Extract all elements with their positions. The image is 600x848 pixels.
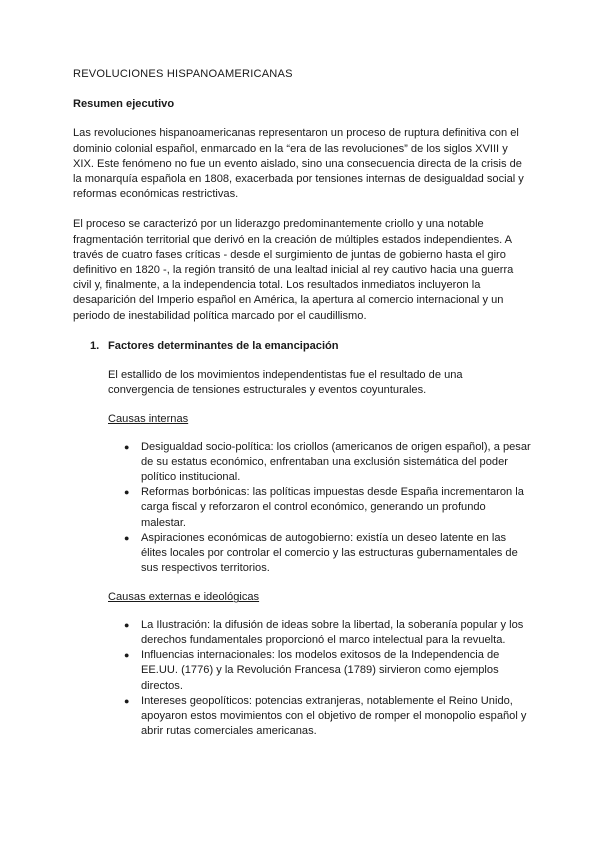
document-title: REVOLUCIONES HISPANOAMERICANAS [73,68,293,80]
list-item-text: Desigualdad socio-política: los criollos (americanos de origen español), a pesar de su estatus económico, enfrentaban una exclusión sistemática del poder político institucional. [141,440,531,484]
summary-paragraph-2: El proceso se caracterizó por un liderazgo predominantemente criollo y una notable fragmentación territorial que derivó en la creación de múltiples estados independientes. A través de cuatro fases críticas - desde el surgimiento de juntas de gobierno hasta el giro definitivo en 1820 -, la región transitó de una lealtad inicial al rey cautivo hacia una guerra civil y, finalmente, a la independencia total. Los resultados inmediatos incluyeron la desaparición del Imperio español en América, la apertura al comercio internacional y un periodo de inestabilidad política marcado por el caudillismo. [73,218,514,322]
summary-paragraph-1: Las revoluciones hispanoamericanas representaron un proceso de ruptura definitiva con el dominio colonial español, enmarcado en la “era de las revoluciones” de los siglos XVIII y XIX. Este fenómeno no fue un evento aislado, sino una consecuencia directa de la crisis de la monarquía española en 1808, exacerbada por tensiones internas de desigualdad social y reformas económicas restrictivas. [73,127,524,201]
list-item-text: Aspiraciones económicas de autogobierno: existía un deseo latente en las élites locales por controlar el comercio y las estructuras gubernamentales de sus respectivos territorios. [141,531,518,575]
list-item-text: Reformas borbónicas: las políticas impuestas desde España incrementaron la carga fiscal y reforzaron el control económico, generando un profundo malestar. [141,486,524,529]
list-item [108,440,531,486]
list-item [108,485,531,531]
section-heading [90,339,531,354]
external-causes-list [108,618,531,740]
internal-causes-list [108,440,531,577]
section-body [108,368,531,739]
list-item [108,694,531,740]
document-content [73,67,531,739]
list-item-text: Influencias internacionales: los modelos exitosos de la Independencia de EE.UU. (1776) y la Revolución Francesa (1789) sirvieron como ejemplos directos. [141,649,500,692]
section-factores [73,339,531,739]
summary-heading: Resumen ejecutivo [73,98,175,111]
bullet-icon: ● [124,650,130,661]
list-item [108,618,531,648]
bullet-icon: ● [124,532,130,543]
section-intro: El estallido de los movimientos independentistas fue el resultado de una convergencia de tensiones estructurales y eventos coyunturales. [108,369,463,397]
bullet-icon: ● [124,695,130,706]
list-item [108,648,531,694]
list-item [108,531,531,577]
bullet-icon: ● [124,487,130,498]
internal-causes-heading: Causas internas [108,413,189,426]
list-item-text: Intereses geopolíticos: potencias extranjeras, notablemente el Reino Unido, apoyaron estos movimientos con el objetivo de romper el monopolio español y abrir rutas comerciales americanas. [141,694,527,738]
section-number: 1. [90,339,100,352]
bullet-icon: ● [124,619,130,630]
bullet-icon: ● [124,441,130,452]
list-item-text: La Ilustración: la difusión de ideas sobre la libertad, la soberanía popular y los derechos fundamentales proporcionó el marco intelectual para la revuelta. [141,618,524,646]
section-title: Factores determinantes de la emancipación [108,339,339,352]
external-causes-heading: Causas externas e ideológicas [108,591,260,604]
